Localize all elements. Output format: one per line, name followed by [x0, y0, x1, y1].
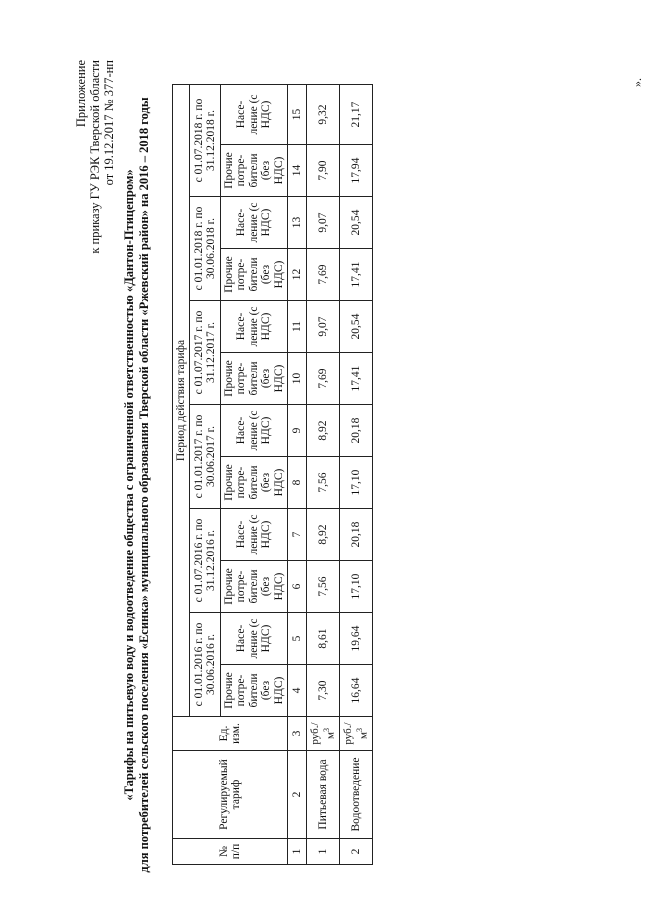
header-other-consumers: Прочие потре- бители (без НДС) — [221, 561, 288, 613]
period-header: с 01.07.2017 г. по 31.12.2017 г. — [190, 301, 221, 405]
unit-base: руб./м — [308, 722, 337, 745]
tariff-value: 7,69 — [307, 249, 340, 301]
tariff-value: 19,64 — [340, 613, 373, 665]
tariff-value: 7,56 — [307, 561, 340, 613]
tariff-table — [172, 84, 373, 865]
column-number: 9 — [288, 405, 307, 457]
header-tariff: Регулируемый тариф — [173, 751, 288, 839]
column-number: 15 — [288, 85, 307, 145]
table-row — [307, 85, 340, 865]
column-number: 13 — [288, 197, 307, 249]
column-number: 10 — [288, 353, 307, 405]
row-unit — [340, 717, 373, 751]
tariff-value: 20,18 — [340, 405, 373, 457]
tariff-value: 20,54 — [340, 197, 373, 249]
approval-block — [74, 60, 116, 400]
unit-power: 3 — [322, 728, 332, 733]
tariff-value: 9,07 — [307, 301, 340, 353]
header-num: № п/п — [173, 839, 288, 865]
tariff-value: 9,32 — [307, 85, 340, 145]
unit-power: 3 — [355, 728, 365, 733]
title-line-2: для потребителей сельского поселения «Есинка» муниципального образования Тверской области «Ржевский район» на 2016 – 2018 годы — [137, 97, 151, 873]
column-number-row — [288, 85, 307, 865]
header-unit: Ед. изм. — [173, 717, 288, 751]
approval-line-2: к приказу ГУ РЭК Тверской области — [88, 60, 102, 254]
tariff-value: 8,92 — [307, 509, 340, 561]
period-header: с 01.01.2017 г. по 30.06.2017 г. — [190, 405, 221, 509]
tariff-value: 8,92 — [307, 405, 340, 457]
tariff-value: 17,94 — [340, 145, 373, 197]
row-tariff-name: Водоотведение — [340, 751, 373, 839]
tariff-value: 17,10 — [340, 457, 373, 509]
tariff-value: 7,30 — [307, 665, 340, 717]
approval-line-1: Приложение — [74, 60, 88, 128]
row-num: 2 — [340, 839, 373, 865]
tariff-value: 20,54 — [340, 301, 373, 353]
tariff-value: 20,18 — [340, 509, 373, 561]
header-population: Насе- ление (с НДС) — [221, 613, 288, 665]
tariff-value: 7,56 — [307, 457, 340, 509]
column-number: 14 — [288, 145, 307, 197]
column-number: 5 — [288, 613, 307, 665]
header-period: Период действия тарифа — [173, 85, 190, 717]
column-number: 11 — [288, 301, 307, 353]
period-header: с 01.01.2018 г. по 30.06.2018 г. — [190, 197, 221, 301]
tariff-value: 8,61 — [307, 613, 340, 665]
header-population: Насе- ление (с НДС) — [221, 301, 288, 353]
header-other-consumers: Прочие потре- бители (без НДС) — [221, 145, 288, 197]
header-population: Насе- ление (с НДС) — [221, 509, 288, 561]
tariff-value: 17,41 — [340, 249, 373, 301]
tariff-value: 21,17 — [340, 85, 373, 145]
tariff-value: 17,41 — [340, 353, 373, 405]
column-number: 12 — [288, 249, 307, 301]
title-line-1: «Тарифы на питьевую воду и водоотведение общества с ограниченной ответственностью «Дантон-Птицепром» — [122, 169, 136, 801]
column-number: 7 — [288, 509, 307, 561]
tariff-value: 7,90 — [307, 145, 340, 197]
header-population: Насе- ление (с НДС) — [221, 85, 288, 145]
header-other-consumers: Прочие потре- бители (без НДС) — [221, 457, 288, 509]
column-number: 4 — [288, 665, 307, 717]
period-header: с 01.07.2016 г. по 31.12.2016 г. — [190, 509, 221, 613]
header-other-consumers: Прочие потре- бители (без НДС) — [221, 353, 288, 405]
approval-line-3: от 19.12.2017 № 377-нп — [102, 60, 116, 186]
header-population: Насе- ление (с НДС) — [221, 405, 288, 457]
period-header: с 01.07.2018 г. по 31.12.2018 г. — [190, 85, 221, 197]
header-population: Насе- ление (с НДС) — [221, 197, 288, 249]
column-number: 2 — [288, 751, 307, 839]
closing-quote: ». — [630, 78, 644, 87]
tariff-value: 7,69 — [307, 353, 340, 405]
column-number: 6 — [288, 561, 307, 613]
unit-base: руб./м — [341, 722, 370, 745]
tariff-value: 9,07 — [307, 197, 340, 249]
column-number: 1 — [288, 839, 307, 865]
header-other-consumers: Прочие потре- бители (без НДС) — [221, 665, 288, 717]
tariff-value: 17,10 — [340, 561, 373, 613]
table-row — [340, 85, 373, 865]
row-num: 1 — [307, 839, 340, 865]
period-header: с 01.01.2016 г. по 30.06.2016 г. — [190, 613, 221, 717]
header-other-consumers: Прочие потре- бители (без НДС) — [221, 249, 288, 301]
column-number: 8 — [288, 457, 307, 509]
column-number: 3 — [288, 717, 307, 751]
row-tariff-name: Питьевая вода — [307, 751, 340, 839]
document-title — [122, 85, 152, 885]
row-unit — [307, 717, 340, 751]
tariff-value: 16,64 — [340, 665, 373, 717]
